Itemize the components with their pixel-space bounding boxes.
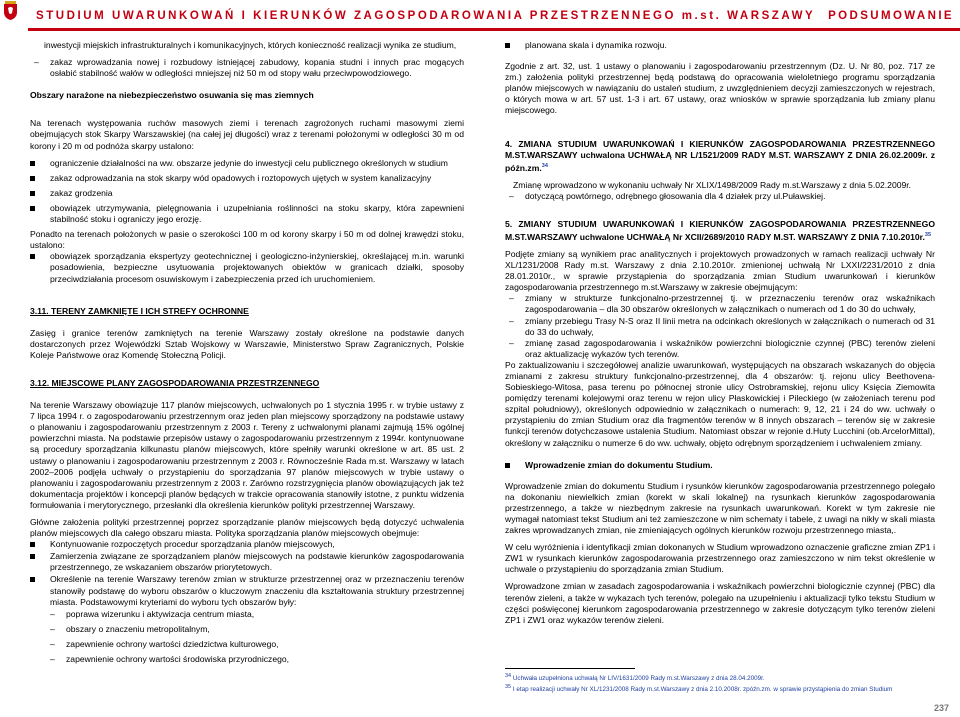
page-number: 237 — [934, 703, 950, 713]
section-4-dash-list — [505, 191, 935, 202]
section-5-text-2: Po zaktualizowaniu i szczegółowej analizie uwarunkowań, występujących na obszarach wskazanych do objęcia zmianami z zakresu struktury funkcjonalno-przestrzennej, dla 4 obszarów: tj. rejonu ulicy Beethovena-Sobieskiego-Witosa, pasa terenu po północnej stronie ulicy Ostrobramskiej, rejonu ulicy Księcia Ziemowita pomiędzy terenami kolejowymi oraz terenu w rejon ulicy Płaskowickiej i Pileckiego (w założeniach terenu pod szpital południowy), określonych odpowiednio w załącznikach o numerach: 9, 12, 21 i 24 do ww. uchwały o przystąpieniu do zmian Studium oraz dla fragmentów terenów w 8 innych obszarach – terenów się w zakresie funkcji terenów dotychczasowe ustalenia Studium. Natomiast obszar w rejonie d.Huty Lucchini (ob.ArcelorMittal), określony w załączniku o numerze 6 do ww. uchwały, objęto odrębnym sporządzeniem i uchwaleniem zmiany. — [505, 359, 935, 448]
list-item: – zapewnienie ochrony wartości dziedzictwa kulturowego, — [46, 639, 464, 650]
landslide-intro: Na terenach występowania ruchów masowych ziemi i terenach zagrożonych ruchami masowymi ziemi obejmujących stok Skarpy Warszawskiej (na całej jej długości) wraz z terenami położonymi w odległości 30 m od korony i 20 m od podnóża skarpy ustalono: — [30, 118, 464, 151]
footnote: $^{35}$ I etap realizacji uchwały Nr XL/1231/2008 Rady m.st.Warszawy z dnia 2.10.2008r. zpóźn.zm. w sprawie przystąpienia do zmian Studium — [505, 684, 893, 694]
list-item: Kontynuowanie rozpoczętych procedur sporządzania planów miejscowych, — [30, 539, 464, 550]
warsaw-crest-icon — [3, 1, 18, 20]
intro-continued: inwestycji miejskich infrastrukturalnych i komunikacyjnych, których konieczność realizacji wynika ze studium, — [44, 40, 457, 50]
section-3-12-heading: 3.12. MIEJSCOWE PLANY ZAGOSPODAROWANIA PRZESTRZENNEGO — [30, 377, 320, 388]
list-item: – zakaz wprowadzania nowej i rozbudowy istniejącej zabudowy, kopania studni i innych prac mogących osłabić stabilność wałów w odległości mniejszej niż 50 m od stopy wału przeciwpowodziowego. — [30, 57, 464, 79]
list-item: obowiązek utrzymywania, pielęgnowania i uzupełniania roślinności na stoku skarpy, która zapewnieni stabilność stoku i ograniczy jego erozję. — [30, 203, 464, 225]
footnote-ref[interactable]: 34 — [541, 162, 548, 169]
list-item: planowana skala i dynamika rozwoju. — [505, 40, 935, 51]
right-column — [505, 40, 935, 626]
docs-text-3: Wprowadzone zmian w zasadach zagospodarowania i wskaźnikach powierzchni biologicznie czynnej (PBC) dla terenów zieleni, a także w wykazach tych terenów, polegało na uzupełnieniu i aktualizacji tylko tekstu Studium w części poświęconej kierunkom zagospodarowania przestrzennego w zakresie dotyczącym tylko terenów zieleni ZP1 i ZW1 oraz wykazów terenów zieleni. — [505, 581, 935, 625]
document-title: STUDIUM UWARUNKOWAŃ I KIERUNKÓW ZAGOSPODAROWANIA PRZESTRZENNEGO m.st. WARSZAWY — [36, 10, 816, 22]
list-item: Określenie na terenie Warszawy terenów zmian w strukturze przestrzennej oraz w przeznaczeniu terenów stanowiły podstawę do wyboru obszarów o kluczowym znaczeniu dla kształtowania struktury przestrzennej miasta. Podstawowymi kryteriami do wyboru tych obszarów były: — [30, 574, 464, 607]
landslide-list — [30, 158, 464, 225]
section-3-11-heading: 3.11. TERENY ZAMKNIĘTE I ICH STREFY OCHRONNE — [30, 305, 249, 316]
buffer-intro: Ponadto na terenach położonych w pasie o szerokości 100 m od korony skarpy i 50 m od dolnej krawędzi stoku, ustalono: — [30, 229, 464, 251]
docs-text: Wprowadzenie zmian do dokumentu Studium i rysunków kierunków zagospodarowania przestrzennego polegało na dokonaniu niewielkich zmian (korekt w skali lokalnej) na rysunkach kierunków zagospodarowania przestrzennego, a także w niezbędnym zakresie na rysunkach uwarunkowań. Korekt w tym zakresie nie wymagał natomiast tekst Studium ani też zamieszczone w nim schematy i tabele, z uwagi na nikły w skali miasta zakres wprowadzanych zmian, nie zmieniających ogólnych kierunków rozwoju przestrzennego miasta,. — [505, 480, 935, 536]
list-item: zakaz odprowadzania na stok skarpy wód opadowych i roztopowych ujętych w system kanalizacyjny — [30, 173, 464, 184]
goals-text: Główne założenia polityki przestrzennej poprzez sporządzanie planów miejscowych będą dotyczyć uchwalenia planów miejscowych dla całego obszaru miasta. Polityka sporządzania planów miejscowych obejmuje: — [30, 517, 464, 539]
section-name: PODSUMOWANIE — [828, 10, 954, 22]
list-item: Zamierzenia związane ze sporządzaniem planów miejscowych na podstawie kierunków zagospodarowania przestrzennego, ze wskazaniem obszarów priorytetowych. — [30, 551, 464, 573]
list-item: – zmiany w strukturze funkcjonalno-przestrzennej tj. w przeznaczeniu terenów oraz wskaźnikach zagospodarowania – dla 30 obszarów określonych w załącznikach o numerach od 1 do 30 do uchwały, — [505, 293, 935, 315]
list-item: ograniczenie działalności na ww. obszarze jedynie do inwestycji celu publicznego określonych w studium — [30, 158, 464, 169]
list-item: – dotyczącą powtórnego, odrębnego głosowania dla 4 działek przy ul.Puławskiej. — [505, 191, 935, 202]
list-item: – zmiany przebiegu Trasy N-S oraz II linii metra na odcinkach określonych w załącznikach o numerach od 31 do 33 do uchwały, — [505, 316, 935, 338]
list-item: zakaz grodzenia — [30, 188, 464, 199]
section-4-heading: 4. ZMIANA STUDIUM UWARUNKOWAŃ I KIERUNKÓW ZAGOSPODAROWANIA PRZESTRZENNEGO M.ST.WARSZAWY uchwalona UCHWAŁĄ NR L/1521/2009 RADY M.ST. WARSZAWY Z DNIA 26.02.2009r. z późn.zm.$^{34}$ — [505, 138, 935, 173]
top-bullet-list — [505, 40, 935, 51]
list-item: – zmianę zasad zagospodarowania i wskaźników powierzchni biologicznie czynnej (PBC) terenów zieleni oraz aktualizację wykazów tych terenów. — [505, 338, 935, 360]
docs-text-2: W celu wyróżnienia i identyfikacji zmian dokonanych w Studium wprowadzono oznaczenie graficzne zmian ZP1 i ZW1 w rysunkach kierunków zagospodarowania przestrzennego oraz zamieszczono w nim tekst określenie w uchwale o przystąpieniu do sporządzania zmian Studium. — [505, 542, 935, 575]
list-item: – zapewnienie ochrony wartości środowiska przyrodniczego, — [46, 654, 464, 665]
criteria-list — [30, 609, 464, 665]
list-item: obowiązek sporządzania ekspertyzy geotechnicznej i geologiczno-inżynierskiej, określającej m.in. warunki posadowienia, bezpieczne usytuowania projektowanych obiektów w granicach działki, sposoby przeciwdziałania procesom osuwiskowym i zabezpieczenia przed ich uruchomieniem. — [30, 251, 464, 284]
docs-heading: Wprowadzenie zmian do dokumentu Studium. — [505, 460, 935, 471]
list-item: – poprawa wizerunku i aktywizacja centrum miasta, — [46, 609, 464, 620]
left-column — [30, 40, 464, 665]
section-5-heading: 5. ZMIANY STUDIUM UWARUNKOWAŃ I KIERUNKÓW ZAGOSPODAROWANIA PRZESTRZENNEGO M.ST.WARSZAWY uchwalone UCHWAŁĄ Nr XCII/2689/2010 RADY M.ST. WARSZAWY Z DNIA 7.10.2010r.$^{35}$ — [505, 218, 935, 242]
buffer-list — [30, 251, 464, 284]
section-5-list — [505, 293, 935, 360]
landslide-heading: Obszary narażone na niebezpieczeństwo osuwania się mas ziemnych — [30, 90, 314, 101]
footnote: $^{34}$ Uchwała uzupełniona uchwałą Nr LIV/1631/2009 Rady m.st.Warszawy z dnia 28.04.2009r. — [505, 673, 765, 683]
section-5-text: Podjęte zmiany są wynikiem prac analitycznych i projektowych prowadzonych w ramach realizacji uchwały Nr XL/1231/2008 Rady m.st. Warszawy z dnia 2.10.2010r. zmienionej uchwałą Nr LXXI/2231/2010 z dnia 28.01.2010r., w sprawie przystąpienia do sporządzania zmian Studium uwarunkowań i kierunków zagospodarowania przestrzennego m.st.Warszawy w zakresie obejmującym: — [505, 248, 935, 293]
page-header — [0, 0, 960, 33]
goals-list — [30, 539, 464, 608]
intro-dash-list — [30, 57, 464, 79]
footnote-divider — [505, 668, 635, 669]
footnote-ref[interactable]: 35 — [924, 231, 932, 238]
section-3-12-text: Na terenie Warszawy obowiązuje 117 planów miejscowych, uchwalonych po 1 stycznia 1995 r. w trybie ustawy z 7 lipca 1994 r. o zagospodarowaniu przestrzennym oraz jeden plan miejscowy sporządzony na podstawie ustawy o planowaniu i zagospodarowaniu przestrzennym z 2003 r. Tereny z uchwalonymi planami zajmują 15% ogólnej powierzchni miasta. Na podstawie przepisów ustawy o zagospodarowaniu przestrzennym z 1994r. kontynuowane są procedury sporządzania kilkunastu planów miejscowych, które spełniły warunki określone w art. 85 ust. 2 ustawy o planowaniu i zagospodarowaniu przestrzennym z 2003 r. Równocześnie Rada m.st. Warszawy w latach 2002–2006 podjęła uchwały o przystąpieniu do sporządzania 97 planów miejscowych w trybie ustawy o planowaniu i zagospodarowaniu przestrzennym z 2003 r. Zarówno rozstrzygnięcia planów obowiązujących jak też dokumentacja projektów i koncepcji planów będących w trakcie opracowania stanowiły istotne, z punktu widzenia formułowania i merytorycznego, przesłanki dla określenia kierunków polityki przestrzennej Warszawy. — [30, 400, 464, 510]
planning-text: Zgodnie z art. 32, ust. 1 ustawy o planowaniu i zagospodarowaniu przestrzennym (Dz. U. Nr 80, poz. 717 ze zm.) założenia polityki przestrzennej będą podstawą do opracowania wieloletniego programu sporządzania planów miejscowych w nawiązaniu do ustaleń studium, z uwzględnieniem decyzji zamieszczonych w rejestrach, o których mowa w art. 57 ust. 1-3 i art. 67 ustawy, oraz wniosków w sprawie sporządzania lub zmiany planu miejscowego. — [505, 61, 935, 116]
footnotes — [505, 668, 935, 695]
section-3-11-text: Zasięg i granice terenów zamkniętych na terenie Warszawy zostały określone na podstawie danych dostarczonych przez Wojewódzki Sztab Wojskowy w Warszawie, Ministerstwo Spraw Zagranicznych, Polskie Koleje Państwowe oraz Komendę Stołeczną Policji. — [30, 327, 464, 360]
section-4-text: Zmianę wprowadzono w wykonaniu uchwały Nr XLIX/1498/2009 Rady m.st.Warszawy z dnia 5.02.2009r. — [513, 179, 912, 190]
docs-heading-list — [505, 460, 935, 471]
header-divider — [28, 28, 960, 31]
list-item: – obszary o znaczeniu metropolitalnym, — [46, 624, 464, 635]
